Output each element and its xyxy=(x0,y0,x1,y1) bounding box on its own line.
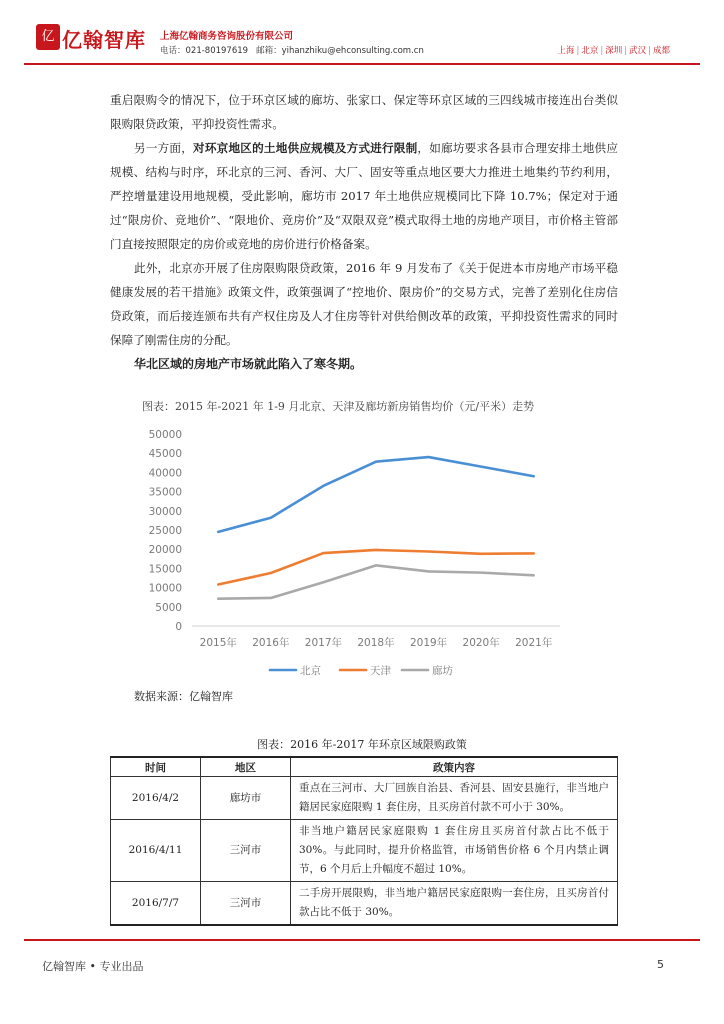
city-separator: | xyxy=(624,46,628,56)
paragraph-2 xyxy=(110,136,618,256)
y-tick-label: 0 xyxy=(175,621,182,633)
policy-table xyxy=(110,756,618,926)
paragraph-3: 此外，北京亦开展了住房限购限贷政策，2016 年 9 月发布了《关于促进本市房地产市场平稳健康发展的若干措施》政策文件，政策强调了“控地价、限房价”的交易方式，完善了差别化住房信贷政策，而后接连颁布共有产权住房及人才住房等针对供给侧改革的政策，平抑投资性需求的同时保障了刚需住房的分配。 xyxy=(110,261,618,347)
y-tick-label: 30000 xyxy=(148,505,182,518)
header-divider xyxy=(24,63,700,65)
table-row xyxy=(111,820,618,882)
series-line-廊坊 xyxy=(218,565,533,598)
city-separator: | xyxy=(600,46,604,56)
y-tick-label: 25000 xyxy=(148,525,182,537)
series-line-天津 xyxy=(218,550,533,585)
paragraph-2-rest: ，如廊坊要求各县市合理安排土地供应规模、结构与时序，环北京的三河、香河、大厂、固安等重点地区要大力推进土地集约节约利用，严控增量建设用地规模，受此影响，廊坊市 2017 年土地供应规模同比下降 10.7%；保定对于通过“限房价、竞地价”、“限地价、竞房价”及“双限双竞”模式取得土地的房地产项目，市价格主管部门直接按照限定的房价或竞地的房价进行价格备案。 xyxy=(110,141,618,251)
legend-label: 天津 xyxy=(370,665,391,677)
y-tick-label: 35000 xyxy=(148,486,182,499)
footer-divider xyxy=(24,939,700,941)
city: 成都 xyxy=(652,46,670,56)
page-number: 5 xyxy=(657,958,664,971)
region-cell: 三河市 xyxy=(201,820,291,882)
city-list xyxy=(557,44,670,56)
city: 深圳 xyxy=(605,46,623,56)
paragraph-2-emphasis: 对环京地区的土地供应规模及方式进行限制 xyxy=(193,141,418,155)
x-tick-label: 2017年 xyxy=(304,637,343,649)
paragraph-1: 重启限购令的情况下，位于环京区域的廊坊、张家口、保定等环京区域的三四线城市接连出台类似限购限贷政策，平抑投资性需求。 xyxy=(110,93,618,131)
brand-logo-mark: 亿 xyxy=(36,24,60,50)
date-cell: 2016/7/7 xyxy=(111,882,201,926)
y-tick-label: 40000 xyxy=(148,467,182,480)
x-tick-label: 2019年 xyxy=(409,637,448,649)
y-tick-label: 15000 xyxy=(148,563,182,576)
city: 武汉 xyxy=(629,46,647,56)
x-tick-label: 2016年 xyxy=(252,637,290,649)
company-name: 上海亿翰商务咨询股份有限公司 xyxy=(160,31,294,42)
table-title: 图表：2016 年-2017 年环京区域限购政策 xyxy=(257,738,467,751)
city: 北京 xyxy=(581,46,599,56)
x-tick-label: 2020年 xyxy=(462,637,500,649)
contact-info xyxy=(160,44,424,56)
x-tick-label: 2018年 xyxy=(357,637,395,649)
column-header: 政策内容 xyxy=(291,757,618,777)
column-header: 地区 xyxy=(201,757,291,777)
table-row xyxy=(111,777,618,820)
y-tick-label: 20000 xyxy=(148,544,182,557)
city: 上海 xyxy=(557,46,575,56)
region-cell: 廊坊市 xyxy=(201,777,291,820)
price-trend-chart xyxy=(140,420,580,680)
date-cell: 2016/4/11 xyxy=(111,820,201,882)
policy-cell: 重点在三河市、大厂回族自治县、香河县、固安县施行，非当地户籍居民家庭限购 1 套住房，且买房首付款不可小于 30%。 xyxy=(291,777,618,820)
policy-cell: 二手房开展限购，非当地户籍居民家庭限购一套住房，且买房首付款占比不低于 30%。 xyxy=(291,882,618,926)
column-header: 时间 xyxy=(111,757,201,777)
email: 邮箱：yihanzhiku@ehconsulting.com.cn xyxy=(256,46,424,56)
legend-label: 北京 xyxy=(300,665,321,677)
brand-name: 亿翰智库 xyxy=(62,28,146,52)
data-source: 数据来源：亿翰智库 xyxy=(134,690,233,703)
x-tick-label: 2015年 xyxy=(199,637,237,649)
x-tick-label: 2021年 xyxy=(515,637,553,649)
paragraph-2-lead: 另一方面， xyxy=(134,141,194,155)
footer-tagline: 亿翰智库 • 专业出品 xyxy=(42,960,144,973)
chart-title: 图表：2015 年-2021 年 1-9 月北京、天津及廊坊新房销售均价（元/平米）走势 xyxy=(142,400,535,413)
region-cell: 三河市 xyxy=(201,882,291,926)
conclusion-line: 华北区域的房地产市场就此陷入了寒冬期。 xyxy=(134,357,363,371)
city-separator: | xyxy=(576,46,580,56)
city-separator: | xyxy=(648,46,651,56)
policy-cell: 非当地户籍居民家庭限购 1 套住房且买房首付款占比不低于 30%。与此同时，提升价格监管，市场销售价格 6 个月内禁止调节，6 个月后上升幅度不超过 10%。 xyxy=(291,820,618,882)
y-tick-label: 10000 xyxy=(148,582,182,595)
phone: 电话：021-80197619 xyxy=(160,46,249,56)
series-line-北京 xyxy=(218,457,533,532)
y-tick-label: 45000 xyxy=(148,448,182,461)
date-cell: 2016/4/2 xyxy=(111,777,201,820)
y-tick-label: 5000 xyxy=(155,601,182,614)
table-row xyxy=(111,882,618,926)
legend-label: 廊坊 xyxy=(432,665,453,677)
table-header-row xyxy=(111,757,618,777)
y-tick-label: 50000 xyxy=(148,429,182,441)
